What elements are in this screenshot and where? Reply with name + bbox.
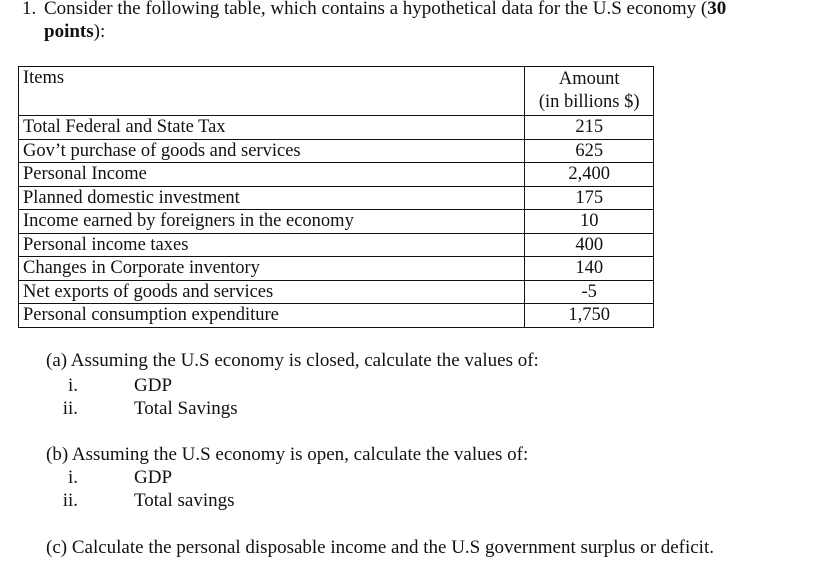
item-cell: Changes in Corporate inventory <box>19 257 525 281</box>
table-row <box>19 186 654 210</box>
item-cell: Income earned by foreigners in the economy <box>19 210 525 234</box>
amount-cell: 625 <box>525 139 654 163</box>
item-cell: Net exports of goods and services <box>19 280 525 304</box>
part-a-item-1-label: GDP <box>134 375 173 396</box>
amount-header-line2: (in billions $) <box>538 92 640 112</box>
amount-cell: 2,400 <box>525 163 654 187</box>
table-row <box>19 280 654 304</box>
part-b-item-2-numeral: ii. <box>62 490 78 511</box>
points-value: 30 <box>707 0 727 19</box>
part-b-item-2-label: Total savings <box>134 490 235 511</box>
question-text: Consider the following table, which contains a hypothetical data for the U.S economy ( <box>44 0 708 19</box>
item-cell: Personal consumption expenditure <box>19 304 525 328</box>
question-heading <box>22 0 822 43</box>
part-a-item-2-label: Total Savings <box>134 398 238 419</box>
part-b-item-1-numeral: i. <box>67 467 78 488</box>
question-line-2 <box>22 20 822 43</box>
amount-cell: -5 <box>525 280 654 304</box>
item-cell: Personal income taxes <box>19 233 525 257</box>
amount-cell: 400 <box>525 233 654 257</box>
economy-data-table <box>18 66 654 328</box>
table-row <box>19 116 654 140</box>
part-c-text: (c) Calculate the personal disposable income and the U.S government surplus or deficit. <box>46 537 714 558</box>
table-row <box>19 139 654 163</box>
amount-cell: 175 <box>525 186 654 210</box>
amount-cell: 140 <box>525 257 654 281</box>
question-line-1 <box>22 0 822 20</box>
amount-cell: 215 <box>525 116 654 140</box>
amount-cell: 1,750 <box>525 304 654 328</box>
item-cell: Personal Income <box>19 163 525 187</box>
part-a-item-1-numeral: i. <box>67 375 78 396</box>
part-a-item-2-numeral: ii. <box>62 398 78 419</box>
question-number: 1. <box>22 0 37 19</box>
part-a-text: (a) Assuming the U.S economy is closed, calculate the values of: <box>46 350 539 371</box>
item-cell: Planned domestic investment <box>19 186 525 210</box>
items-header: Items <box>19 67 525 116</box>
table-row <box>19 210 654 234</box>
table-row <box>19 233 654 257</box>
item-cell: Gov’t purchase of goods and services <box>19 139 525 163</box>
table-row <box>19 163 654 187</box>
amount-header <box>525 67 654 116</box>
question-text-end: ): <box>93 21 106 42</box>
part-b-text: (b) Assuming the U.S economy is open, calculate the values of: <box>46 444 529 465</box>
table-row <box>19 257 654 281</box>
points-label: points <box>44 21 94 42</box>
amount-header-line1: Amount <box>558 69 620 89</box>
table-header-row <box>19 67 654 116</box>
table-row <box>19 304 654 328</box>
part-b-item-1-label: GDP <box>134 467 173 488</box>
amount-cell: 10 <box>525 210 654 234</box>
item-cell: Total Federal and State Tax <box>19 116 525 140</box>
